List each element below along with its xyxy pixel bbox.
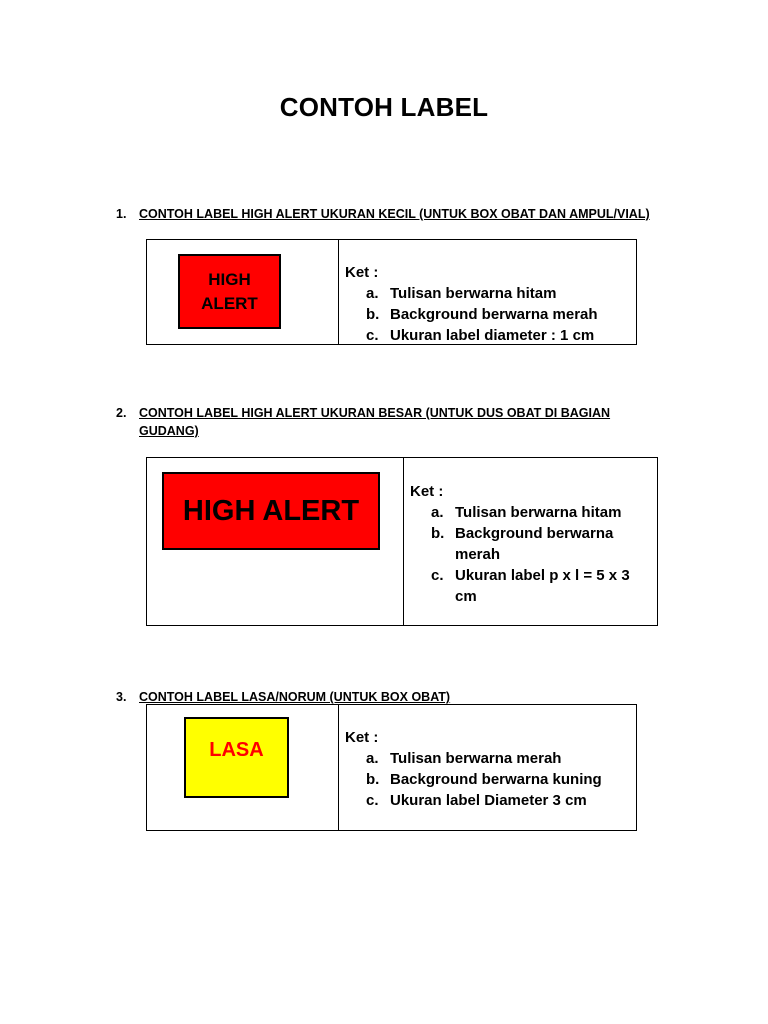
section-number: 3. bbox=[116, 690, 127, 704]
list-item bbox=[410, 502, 655, 523]
list-text: Background berwarna merah bbox=[455, 525, 614, 563]
list-text: Tulisan berwarna hitam bbox=[455, 504, 622, 521]
list-item bbox=[410, 565, 655, 607]
section-heading-text-line-2: GUDANG) bbox=[139, 424, 199, 438]
label-line-2: ALERT bbox=[201, 293, 258, 313]
ket-block bbox=[345, 727, 635, 811]
label-cell bbox=[147, 458, 404, 625]
list-item bbox=[410, 523, 655, 565]
list-marker: b. bbox=[431, 525, 445, 542]
ket-block bbox=[345, 262, 635, 346]
label-line-1: HIGH bbox=[208, 269, 251, 289]
high-alert-large-label bbox=[162, 472, 380, 550]
list-marker: b. bbox=[366, 771, 380, 788]
section-heading-text: CONTOH LABEL LASA/NORUM (UNTUK BOX OBAT) bbox=[139, 690, 451, 704]
ket-title: Ket : bbox=[410, 483, 444, 500]
list-marker: b. bbox=[366, 306, 380, 323]
ket-title: Ket : bbox=[345, 264, 379, 281]
label-line-1: LASA bbox=[209, 739, 264, 761]
label-cell bbox=[147, 240, 339, 344]
high-alert-small-label bbox=[178, 254, 281, 329]
section-1-table bbox=[146, 239, 637, 345]
section-3-table bbox=[146, 704, 637, 831]
list-marker: a. bbox=[366, 750, 379, 767]
section-heading-text: CONTOH LABEL HIGH ALERT UKURAN BESAR (UNTUK DUS OBAT DI BAGIAN bbox=[139, 406, 611, 420]
list-text: Ukuran label p x l = 5 x 3 cm bbox=[455, 567, 630, 605]
list-item bbox=[345, 325, 635, 346]
list-item bbox=[345, 283, 635, 304]
list-item bbox=[345, 748, 635, 769]
ket-title: Ket : bbox=[345, 729, 379, 746]
list-marker: c. bbox=[366, 327, 379, 344]
list-marker: c. bbox=[431, 567, 444, 584]
section-number: 1. bbox=[116, 207, 127, 221]
description-cell bbox=[339, 705, 636, 830]
section-number: 2. bbox=[116, 406, 127, 420]
list-text: Tulisan berwarna merah bbox=[390, 750, 562, 767]
list-text: Background berwarna kuning bbox=[390, 771, 602, 788]
lasa-label bbox=[184, 717, 289, 798]
list-text: Background berwarna merah bbox=[390, 306, 598, 323]
section-2-table bbox=[146, 457, 658, 626]
list-text: Tulisan berwarna hitam bbox=[390, 285, 557, 302]
description-cell bbox=[339, 240, 636, 344]
list-marker: a. bbox=[431, 504, 444, 521]
list-item bbox=[345, 769, 635, 790]
list-text: Ukuran label diameter : 1 cm bbox=[390, 327, 595, 344]
list-item bbox=[345, 304, 635, 325]
ket-block bbox=[410, 481, 655, 607]
description-cell bbox=[404, 458, 657, 625]
page-title: CONTOH LABEL bbox=[279, 92, 489, 122]
list-item bbox=[345, 790, 635, 811]
list-text: Ukuran label Diameter 3 cm bbox=[390, 792, 587, 809]
list-marker: c. bbox=[366, 792, 379, 809]
section-heading-text: CONTOH LABEL HIGH ALERT UKURAN KECIL (UNTUK BOX OBAT DAN AMPUL/VIAL) bbox=[139, 207, 650, 221]
label-line-1: HIGH ALERT bbox=[182, 494, 360, 527]
label-cell bbox=[147, 705, 339, 830]
list-marker: a. bbox=[366, 285, 379, 302]
